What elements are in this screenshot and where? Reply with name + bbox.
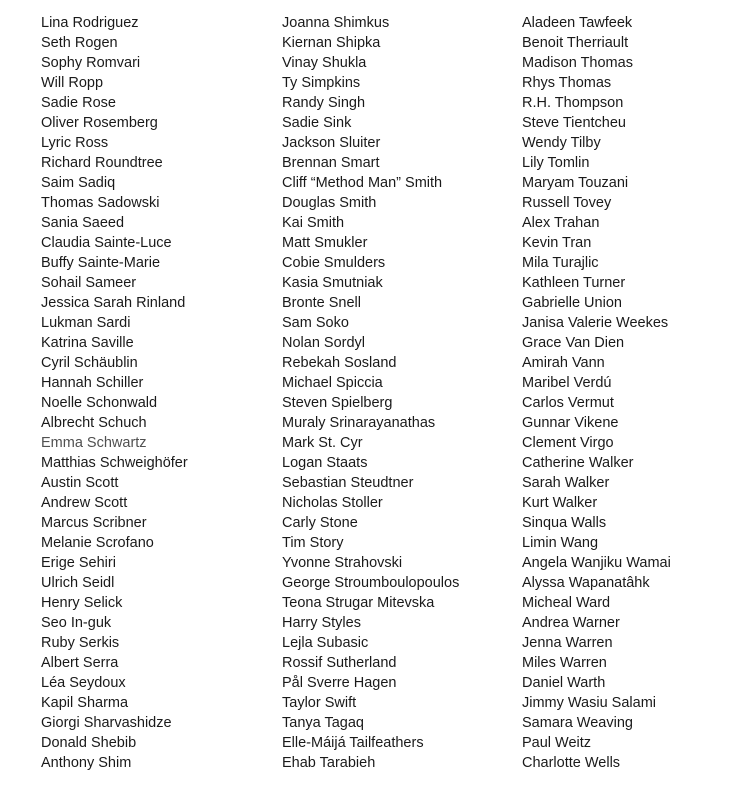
name-entry: Nolan Sordyl	[282, 335, 366, 351]
name-entry: Seth Rogen	[41, 35, 118, 51]
name-entry: Austin Scott	[41, 475, 119, 491]
name-entry: Elle-Máijá Tailfeathers	[282, 735, 424, 751]
name-entry: Hannah Schiller	[41, 375, 144, 391]
name-entry: Saim Sadiq	[41, 175, 116, 191]
name-entry: Micheal Ward	[522, 595, 611, 611]
name-entry: Clement Virgo	[522, 435, 614, 451]
name-entry: Anthony Shim	[41, 755, 132, 771]
name-entry: Léa Seydoux	[41, 675, 126, 691]
name-entry: Aladeen Tawfeek	[522, 15, 633, 31]
name-entry: Albrecht Schuch	[41, 415, 147, 431]
name-entry: Andrea Warner	[522, 615, 620, 631]
name-entry: Donald Shebib	[41, 735, 137, 751]
name-entry: Paul Weitz	[522, 735, 592, 751]
name-entry: Maribel Verdú	[522, 375, 612, 391]
name-entry: Jenna Warren	[522, 635, 613, 651]
name-entry: Lyric Ross	[41, 135, 109, 151]
name-entry: Giorgi Sharvashidze	[41, 715, 172, 731]
name-column-3	[522, 13, 727, 773]
name-entry: Matt Smukler	[282, 235, 368, 251]
name-entry: Oliver Rosemberg	[41, 115, 158, 131]
name-entry: Tim Story	[282, 535, 344, 551]
name-entry: Daniel Warth	[522, 675, 606, 691]
name-entry: Sadie Rose	[41, 95, 116, 111]
name-entry: Mark St. Cyr	[282, 435, 363, 451]
name-entry: Matthias Schweighöfer	[41, 455, 188, 471]
name-entry: Seo In-guk	[41, 615, 112, 631]
name-entry: Logan Staats	[282, 455, 368, 471]
name-entry: Rossif Sutherland	[282, 655, 397, 671]
name-entry: Rhys Thomas	[522, 75, 612, 91]
name-entry: Samara Weaving	[522, 715, 633, 731]
name-entry: Limin Wang	[522, 535, 599, 551]
name-entry: Kathleen Turner	[522, 275, 626, 291]
name-entry: Katrina Saville	[41, 335, 134, 351]
name-entry: Buffy Sainte-Marie	[41, 255, 161, 271]
name-entry: Joanna Shimkus	[282, 15, 390, 31]
name-entry: Grace Van Dien	[522, 335, 625, 351]
name-entry: Kevin Tran	[522, 235, 592, 251]
name-entry: Jackson Sluiter	[282, 135, 381, 151]
name-entry: Kapil Sharma	[41, 695, 129, 711]
name-entry: Catherine Walker	[522, 455, 634, 471]
name-entry: Ehab Tarabieh	[282, 755, 376, 771]
name-entry: Rebekah Sosland	[282, 355, 397, 371]
name-entry: Steven Spielberg	[282, 395, 393, 411]
name-entry: George Stroumboulopoulos	[282, 575, 460, 591]
name-entry: Erige Sehiri	[41, 555, 116, 571]
name-entry: Wendy Tilby	[522, 135, 601, 151]
name-entry: Harry Styles	[282, 615, 361, 631]
name-entry: Nicholas Stoller	[282, 495, 383, 511]
name-entry: Janisa Valerie Weekes	[522, 315, 669, 331]
name-entry: Tanya Tagaq	[282, 715, 364, 731]
name-entry: Andrew Scott	[41, 495, 128, 511]
name-entry: Amirah Vann	[522, 355, 605, 371]
name-entry: Alyssa Wapanatâhk	[522, 575, 650, 591]
name-entry: Gabrielle Union	[522, 295, 622, 311]
name-entry: Brennan Smart	[282, 155, 380, 171]
name-entry: Ulrich Seidl	[41, 575, 115, 591]
name-entry: Madison Thomas	[522, 55, 633, 71]
name-entry: Lina Rodriguez	[41, 15, 139, 31]
name-entry: Emma Schwartz	[41, 435, 147, 451]
name-entry: Lejla Subasic	[282, 635, 369, 651]
name-entry: Kai Smith	[282, 215, 345, 231]
name-entry: Yvonne Strahovski	[282, 555, 403, 571]
name-entry: Lily Tomlin	[522, 155, 590, 171]
name-entry: Benoit Therriault	[522, 35, 629, 51]
name-entry: Marcus Scribner	[41, 515, 147, 531]
name-entry: Steve Tientcheu	[522, 115, 626, 131]
name-entry: Muraly Srinarayanathas	[282, 415, 436, 431]
name-entry: Alex Trahan	[522, 215, 600, 231]
name-entry: Ruby Serkis	[41, 635, 120, 651]
name-entry: Carlos Vermut	[522, 395, 614, 411]
name-entry: Teona Strugar Mitevska	[282, 595, 435, 611]
name-column-1	[41, 13, 271, 773]
name-entry: Sania Saeed	[41, 215, 125, 231]
name-entry: Claudia Sainte-Luce	[41, 235, 172, 251]
name-entry: Vinay Shukla	[282, 55, 367, 71]
name-entry: Sarah Walker	[522, 475, 610, 491]
name-entry: Mila Turajlic	[522, 255, 599, 271]
name-entry: Bronte Snell	[282, 295, 361, 311]
name-entry: Jessica Sarah Rinland	[41, 295, 186, 311]
name-entry: R.H. Thompson	[522, 95, 624, 111]
name-entry: Thomas Sadowski	[41, 195, 160, 211]
name-entry: Gunnar Vikene	[522, 415, 619, 431]
name-entry: Kasia Smutniak	[282, 275, 383, 291]
name-entry: Jimmy Wasiu Salami	[522, 695, 657, 711]
name-entry: Ty Simpkins	[282, 75, 361, 91]
name-entry: Kiernan Shipka	[282, 35, 381, 51]
name-entry: Douglas Smith	[282, 195, 377, 211]
name-entry: Randy Singh	[282, 95, 366, 111]
name-entry: Cobie Smulders	[282, 255, 386, 271]
name-column-2	[282, 13, 512, 773]
name-entry: Angela Wanjiku Wamai	[522, 555, 671, 571]
name-entry: Sohail Sameer	[41, 275, 137, 291]
name-entry: Michael Spiccia	[282, 375, 383, 391]
name-entry: Sophy Romvari	[41, 55, 141, 71]
name-entry: Pål Sverre Hagen	[282, 675, 397, 691]
name-entry: Miles Warren	[522, 655, 607, 671]
name-entry: Sam Soko	[282, 315, 349, 331]
name-entry: Charlotte Wells	[522, 755, 621, 771]
name-entry: Sinqua Walls	[522, 515, 607, 531]
name-entry: Henry Selick	[41, 595, 123, 611]
name-entry: Melanie Scrofano	[41, 535, 154, 551]
name-entry: Albert Serra	[41, 655, 119, 671]
name-entry: Taylor Swift	[282, 695, 357, 711]
name-entry: Lukman Sardi	[41, 315, 131, 331]
name-entry: Maryam Touzani	[522, 175, 629, 191]
name-entry: Will Ropp	[41, 75, 104, 91]
name-entry: Sebastian Steudtner	[282, 475, 414, 491]
name-entry: Sadie Sink	[282, 115, 352, 131]
name-entry: Richard Roundtree	[41, 155, 163, 171]
name-entry: Noelle Schonwald	[41, 395, 158, 411]
name-entry: Russell Tovey	[522, 195, 612, 211]
name-entry: Kurt Walker	[522, 495, 598, 511]
name-entry: Carly Stone	[282, 515, 358, 531]
name-entry: Cliff “Method Man” Smith	[282, 175, 443, 191]
name-entry: Cyril Schäublin	[41, 355, 138, 371]
